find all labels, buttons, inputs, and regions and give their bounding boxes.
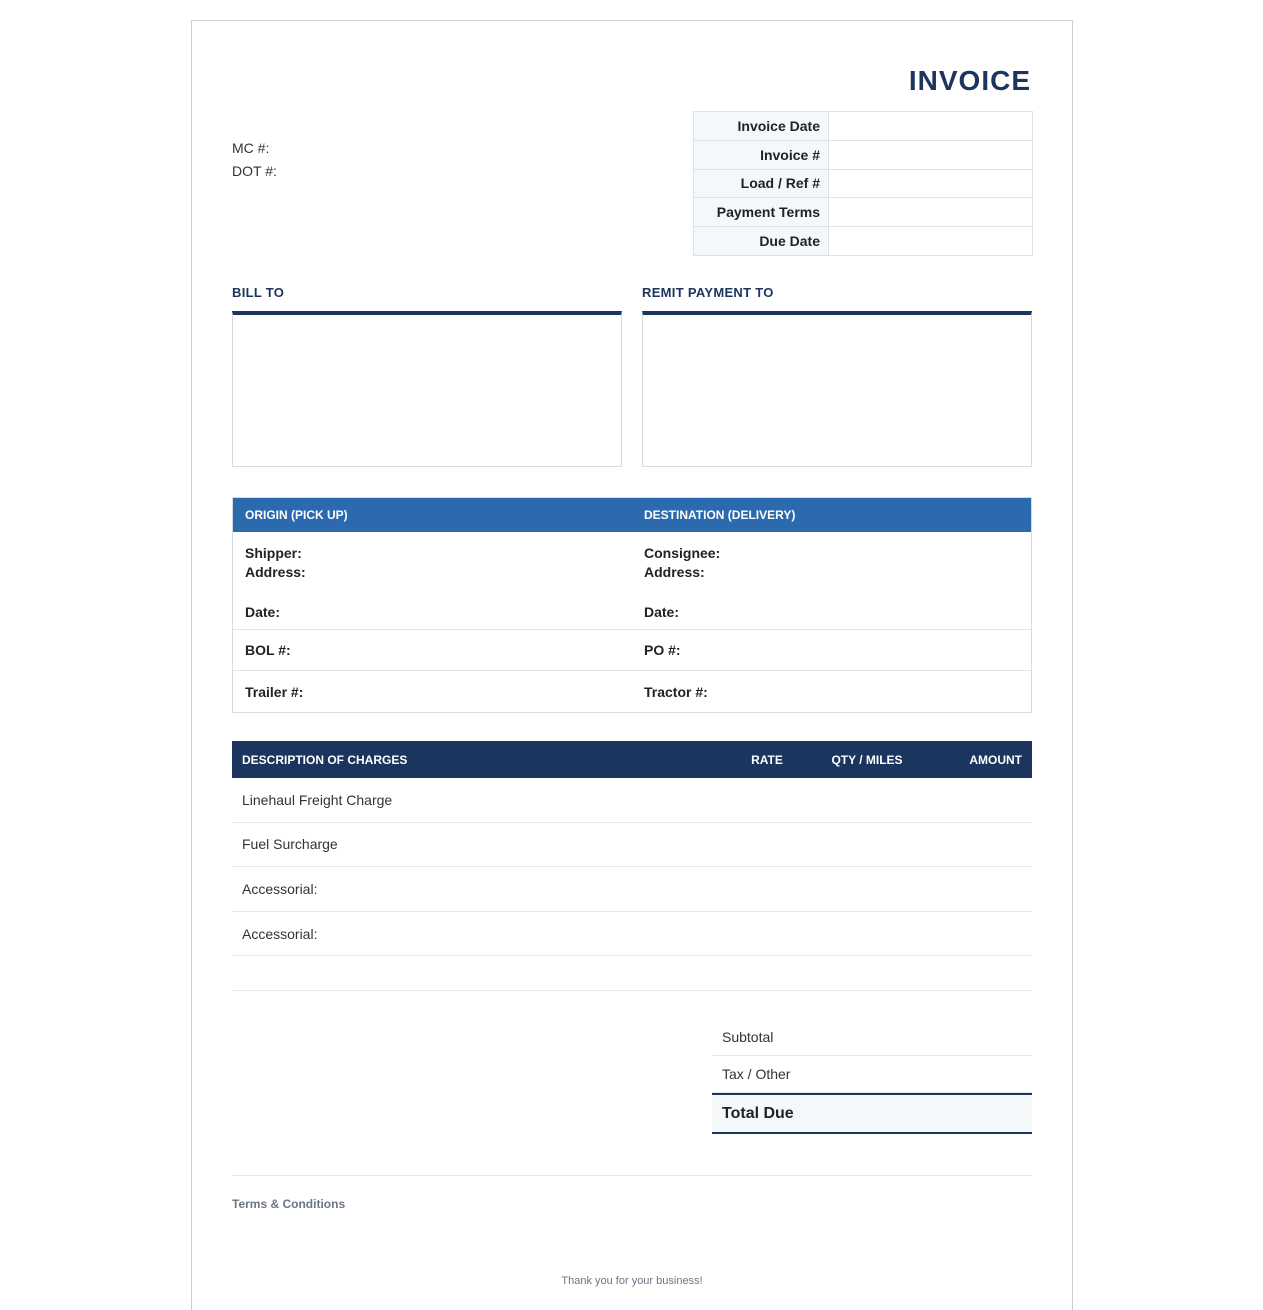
- subtotal-row: Subtotal: [712, 1019, 1032, 1056]
- destination-header: DESTINATION (DELIVERY): [644, 508, 796, 522]
- shipment-table: [232, 497, 1032, 713]
- charge-row-empty[interactable]: [232, 956, 1032, 991]
- description-header: DESCRIPTION OF CHARGES: [242, 752, 408, 767]
- load-ref-field[interactable]: [829, 169, 1033, 198]
- due-date-field[interactable]: [829, 227, 1033, 256]
- consignee-label: Consignee:: [644, 545, 721, 561]
- charges-table: [232, 741, 1032, 991]
- invoice-meta-table: [693, 111, 1033, 256]
- meta-row-payment-terms: [694, 198, 1033, 227]
- shipment-row-equipment: [233, 671, 1031, 712]
- terms-heading: Terms & Conditions: [232, 1197, 346, 1211]
- meta-label: Invoice #: [694, 140, 829, 169]
- charge-row[interactable]: Accessorial:: [232, 912, 1032, 957]
- mc-number-label: MC #:: [232, 140, 270, 156]
- qty-header: QTY / MILES: [831, 752, 903, 767]
- origin-date-label: Date:: [245, 604, 281, 620]
- meta-row-load-ref: [694, 169, 1033, 198]
- dot-number-label: DOT #:: [232, 163, 277, 179]
- po-label[interactable]: PO #:: [644, 642, 681, 658]
- destination-address-label: Address:: [644, 564, 705, 580]
- meta-label: Load / Ref #: [694, 169, 829, 198]
- bol-label[interactable]: BOL #:: [245, 642, 291, 658]
- origin-header: ORIGIN (PICK UP): [245, 508, 348, 522]
- rate-header: RATE: [751, 752, 783, 767]
- shipment-row-parties: [233, 532, 1031, 630]
- shipment-row-bol-po: [233, 630, 1031, 671]
- origin-address-label: Address:: [245, 564, 306, 580]
- remit-to-box[interactable]: [642, 311, 1032, 467]
- charges-header: [232, 741, 1032, 778]
- shipment-header: [233, 498, 1031, 532]
- invoice-page: [191, 20, 1073, 1310]
- meta-row-due-date: [694, 227, 1033, 256]
- meta-row-invoice-number: [694, 140, 1033, 169]
- origin-cell[interactable]: [233, 532, 632, 629]
- destination-date-label: Date:: [644, 604, 680, 620]
- remit-to-label: REMIT PAYMENT TO: [642, 285, 774, 300]
- shipper-label: Shipper:: [245, 545, 302, 561]
- charge-row[interactable]: Fuel Surcharge: [232, 823, 1032, 868]
- amount-header: AMOUNT: [969, 752, 1022, 767]
- invoice-date-field[interactable]: [829, 112, 1033, 141]
- meta-label: Due Date: [694, 227, 829, 256]
- destination-cell[interactable]: [632, 532, 1031, 629]
- trailer-label[interactable]: Trailer #:: [245, 683, 304, 700]
- charge-row[interactable]: Linehaul Freight Charge: [232, 778, 1032, 823]
- totals-section: [712, 1019, 1032, 1134]
- bill-to-label: BILL TO: [232, 285, 285, 300]
- meta-label: Invoice Date: [694, 112, 829, 141]
- invoice-number-field[interactable]: [829, 140, 1033, 169]
- carrier-info: [232, 137, 277, 183]
- invoice-title: INVOICE: [908, 65, 1031, 96]
- total-due-row: Total Due: [712, 1093, 1032, 1134]
- tractor-label[interactable]: Tractor #:: [644, 683, 708, 700]
- thank-you-note: Thank you for your business!: [561, 1275, 703, 1287]
- meta-row-invoice-date: [694, 112, 1033, 141]
- meta-label: Payment Terms: [694, 198, 829, 227]
- terms-divider: [232, 1175, 1032, 1176]
- payment-terms-field[interactable]: [829, 198, 1033, 227]
- bill-to-box[interactable]: [232, 311, 622, 467]
- tax-row: Tax / Other: [712, 1056, 1032, 1093]
- charge-row[interactable]: Accessorial:: [232, 867, 1032, 912]
